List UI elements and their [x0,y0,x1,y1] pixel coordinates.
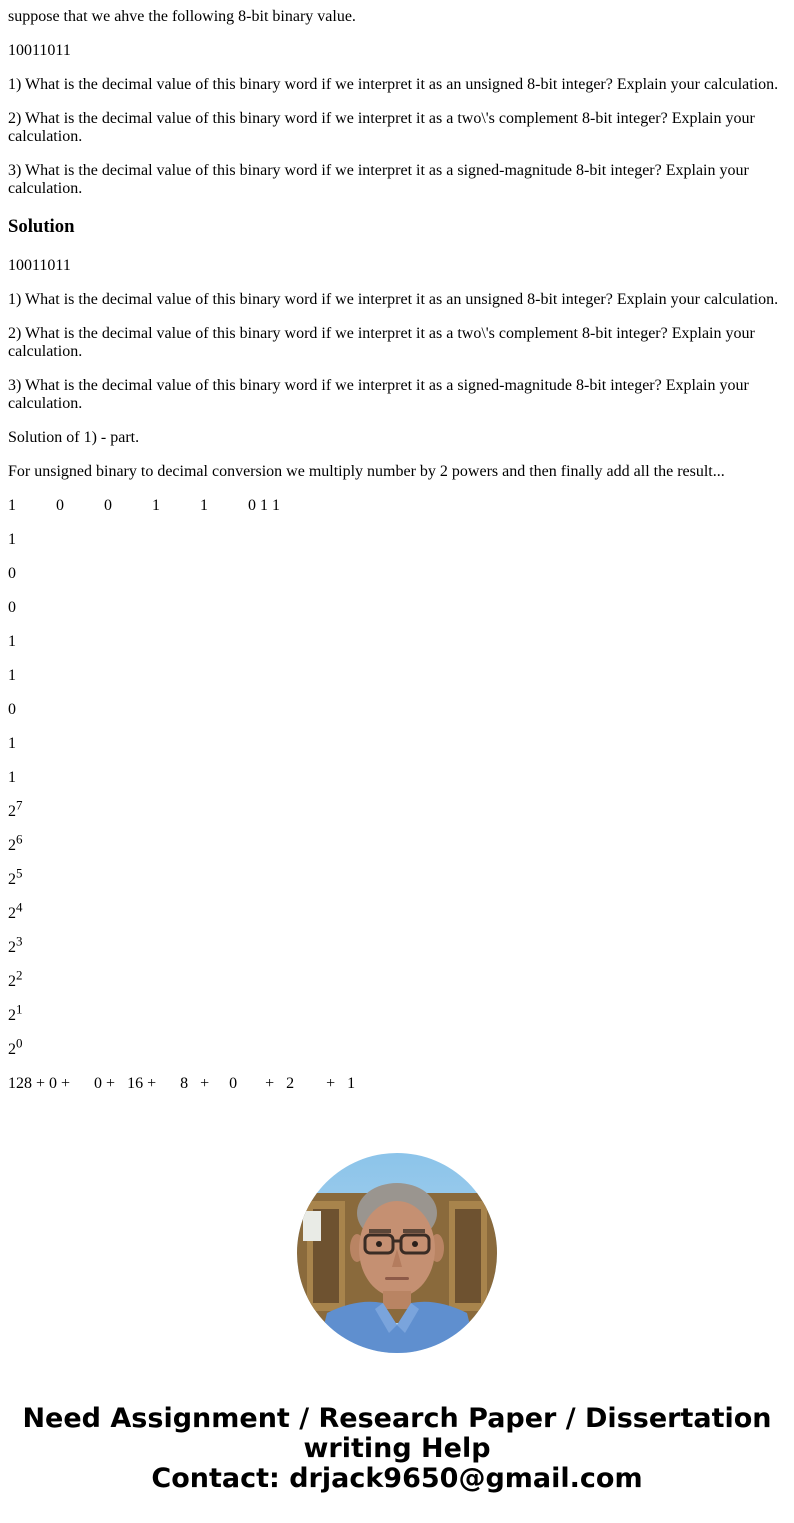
power-exponent: 7 [16,797,23,813]
power-exponent: 3 [16,933,23,949]
bit-7: 1 [8,531,16,548]
question-1: 1) What is the decimal value of this binary word if we interpret it as an unsigned 8-bit integer? Explain your calculation. [8,76,779,93]
power-exponent: 4 [16,899,23,915]
power-base: 2 [8,1041,16,1058]
bit-4: 1 [8,633,16,650]
power-exponent: 0 [16,1035,23,1051]
question-intro: suppose that we ahve the following 8-bit binary value. [8,8,356,25]
bit-5: 0 [8,599,16,616]
power-exponent: 1 [16,1001,23,1017]
promo-text [0,1404,794,1494]
power-3 [8,933,786,957]
solution-question-2: 2) What is the decimal value of this binary word if we interpret it as a two\'s complement 8-bit integer? Explain your calculation. [8,325,755,360]
solution-part-label: Solution of 1) - part. [8,429,140,446]
sum-row: 128 + 0 + 0 + 16 + 8 + 0 + 2 + 1 [8,1075,356,1092]
power-exponent: 2 [16,967,23,983]
tutor-portrait-image [297,1153,497,1353]
power-base: 2 [8,1007,16,1024]
power-7 [8,797,786,821]
power-base: 2 [8,939,16,956]
power-4 [8,899,786,923]
power-5 [8,865,786,889]
power-base: 2 [8,837,16,854]
power-2 [8,967,786,991]
power-6 [8,831,786,855]
power-base: 2 [8,871,16,888]
power-base: 2 [8,973,16,990]
promo-banner [0,1124,794,1523]
power-0 [8,1035,786,1059]
promo-contact[interactable]: Contact: drjack9650@gmail.com [151,1463,643,1494]
power-1 [8,1001,786,1025]
question-2: 2) What is the decimal value of this binary word if we interpret it as a two\'s complement 8-bit integer? Explain your calculation. [8,110,755,145]
power-exponent: 6 [16,831,23,847]
solution-question-3: 3) What is the decimal value of this binary word if we interpret it as a signed-magnitude 8-bit integer? Explain your calculation. [8,377,749,412]
power-exponent: 5 [16,865,23,881]
document-body [0,8,794,1093]
question-binary-value: 10011011 [8,42,71,59]
bit-3: 1 [8,667,16,684]
bit-1: 1 [8,735,16,752]
bit-0: 1 [8,769,16,786]
bit-6: 0 [8,565,16,582]
solution-question-1: 1) What is the decimal value of this binary word if we interpret it as an unsigned 8-bit integer? Explain your calculation. [8,291,779,308]
promo-line-1: Need Assignment / Research Paper / Dissertation [22,1403,772,1434]
tutor-avatar [297,1153,497,1353]
solution-explanation: For unsigned binary to decimal conversion we multiply number by 2 powers and then finally add all the result... [8,463,725,480]
solution-heading: Solution [8,216,75,237]
promo-line-2: writing Help [303,1433,491,1464]
power-base: 2 [8,803,16,820]
bits-row: 1 0 0 1 1 0 1 1 [8,497,280,514]
power-base: 2 [8,905,16,922]
bit-2: 0 [8,701,16,718]
solution-binary-value: 10011011 [8,257,71,274]
question-3: 3) What is the decimal value of this binary word if we interpret it as a signed-magnitude 8-bit integer? Explain your calculation. [8,162,749,197]
